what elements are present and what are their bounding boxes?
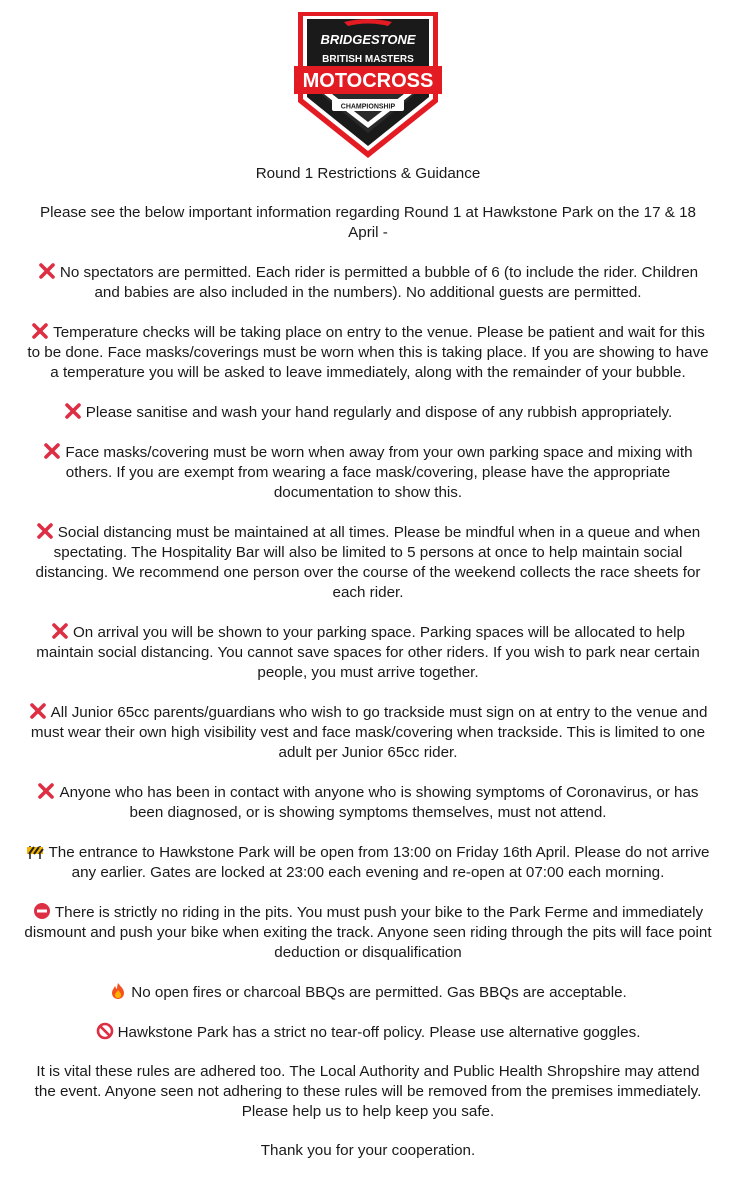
cross-mark-icon [37,782,55,800]
thanks-line: Thank you for your cooperation. [260,1142,476,1159]
rule-text: Hawkstone Park has a strict no tear-off policy. Please use alternative goggles. [117,1024,641,1041]
rule-text: Face masks/covering must be worn when away from your own parking space and mixing with others. If you are exempt from wearing a face mask/covering, please have the appropriate documentation to show this. [65,444,693,501]
rule-item [24,402,712,423]
cross-mark-icon [31,322,49,340]
championship-logo [294,10,442,160]
rule-text: Please sanitise and wash your hand regularly and dispose of any rubbish appropriately. [85,404,673,421]
cross-mark-icon [64,402,82,420]
rule-text: Anyone who has been in contact with anyone who is showing symptoms of Coronavirus, or has been diagnosed, or is showing symptoms themselves, must not attend. [59,784,699,821]
rule-item [24,622,712,683]
rule-item [24,262,712,303]
cross-mark-icon [36,522,54,540]
cross-mark-icon [38,262,56,280]
rule-text: No open fires or charcoal BBQs are permitted. Gas BBQs are acceptable. [131,984,627,1001]
rule-text: No spectators are permitted. Each rider is permitted a bubble of 6 (to include the rider. Children and babies are also included in the numbers). No additional guests are permitted. [59,264,699,301]
logo-type-text: CHAMPIONSHIP [340,103,396,111]
fire-icon [109,982,127,1000]
rule-item [24,442,712,503]
logo-name-text: MOTOCROSS [302,70,434,92]
cross-mark-icon [43,442,61,460]
rule-text: All Junior 65cc parents/guardians who wish to go trackside must sign on at entry to the venue and must wear their own high visibility vest and face mask/covering when trackside. This is limited to one adult per Junior 65cc rider. [30,704,708,761]
intro-paragraph: Please see the below important information regarding Round 1 at Hawkstone Park on the 17 & 18 April - [40,204,696,241]
rule-item [24,522,712,603]
logo-series-text: BRITISH MASTERS [322,54,414,65]
rule-text: Social distancing must be maintained at all times. Please be mindful when in a queue and when spectating. The Hospitality Bar will also be limited to 5 persons at once to help maintain social distancing. We recommend one person over the course of the weekend collects the race sheets for each rider. [35,524,701,601]
rule-item [24,782,712,823]
rule-text: On arrival you will be shown to your parking space. Parking spaces will be allocated to help maintain social distancing. You cannot save spaces for other riders. If you wish to park near certain people, you must arrive together. [36,624,700,681]
rule-item [24,842,712,883]
rule-item [24,322,712,383]
page-title: Round 1 Restrictions & Guidance [255,165,481,182]
no-entry-icon [33,902,51,920]
rule-text: Temperature checks will be taking place on entry to the venue. Please be patient and wait for this to be done. Face masks/coverings must be worn when this is taking place. If you are showing to have a temperature you will be asked to leave immediately, along with the remainder of your bubble. [27,324,709,381]
rule-item [24,902,712,963]
closing-paragraph: It is vital these rules are adhered too. The Local Authority and Public Health Shropshire may attend the event. Anyone seen not adhering to these rules will be removed from the premises immediately. Please help us to help keep you safe. [34,1063,702,1120]
prohibited-icon [96,1022,114,1040]
rule-text: There is strictly no riding in the pits. You must push your bike to the Park Ferme and immediately dismount and push your bike when exiting the track. Anyone seen riding through the pits will face point deduction or disqualification [24,904,712,961]
rule-text: The entrance to Hawkstone Park will be open from 13:00 on Friday 16th April. Please do not arrive any earlier. Gates are locked at 23:00 each evening and re-open at 07:00 each morning. [48,844,710,881]
rule-item [24,1022,712,1043]
cross-mark-icon [51,622,69,640]
rule-item [24,702,712,763]
rule-item [24,982,712,1003]
rules-list [24,262,712,1043]
construction-barrier-icon [26,842,44,860]
logo-sponsor-text: BRIDGESTONE [320,32,416,47]
cross-mark-icon [29,702,47,720]
guidance-content [24,164,712,1180]
